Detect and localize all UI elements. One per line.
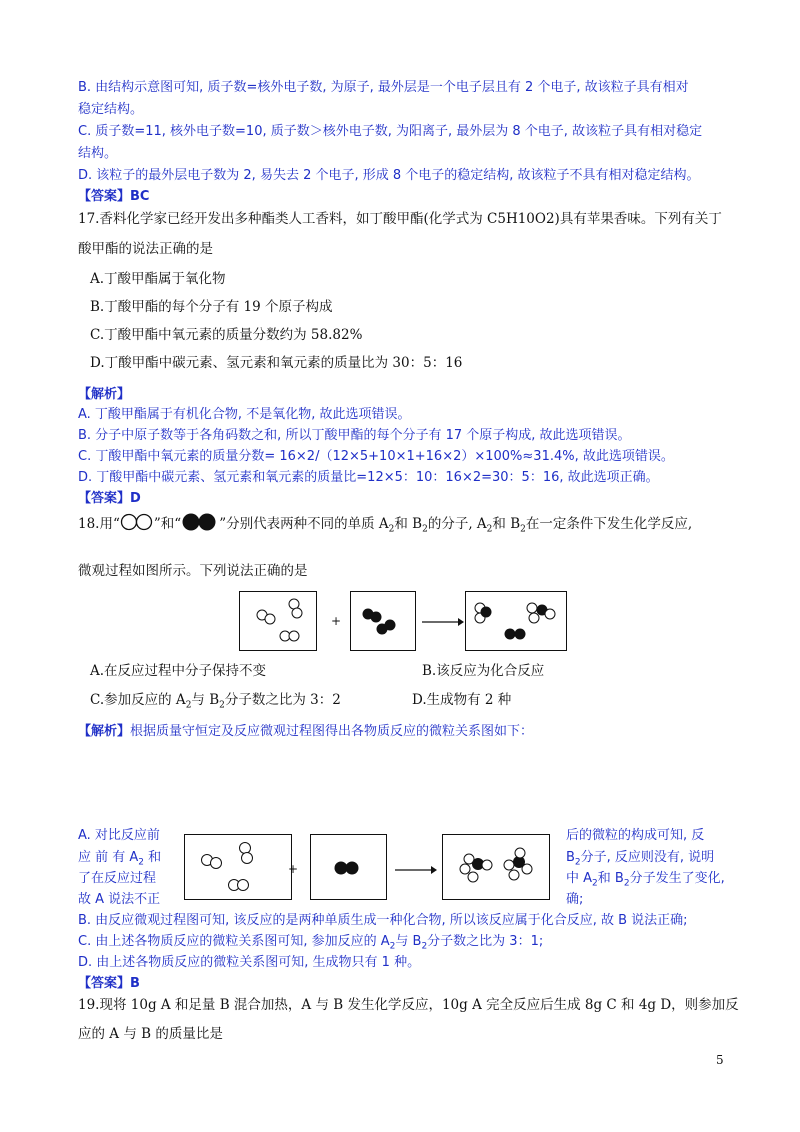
q19-stem-line1: 19.现将 10g A 和足量 B 混合加热，A 与 B 发生化学反应，10g A 完全反应后生成 8g C 和 4g D，则参加反 <box>78 997 739 1013</box>
q18-option-c: C.参加反应的 $A_2$与 $B_2$分子数之比为 3：2 <box>90 692 341 711</box>
explanation-c-line2: 结构。 <box>78 146 118 161</box>
q17-option-a: A.丁酸甲酯属于氧化物 <box>90 271 226 287</box>
q18-stem-line1: 18.用“ ”和“ ”分别代表两种不同的单质 $A_2$和 $B_2$的分子, $A_2$和 $B_2$在一定条件下发生化学反应, <box>78 512 692 539</box>
q18-left-text-3: 了在反应过程 <box>78 871 157 886</box>
q17-option-d: D.丁酸甲酯中碳元素、氢元素和氧元素的质量比为 30：5：16 <box>90 355 463 371</box>
q18-right-text-3: 中 $A_2$和 $B_2$分子发生了变化, <box>566 871 725 889</box>
explanation-d-line1: D. 该粒子的最外层电子数为 2, 易失去 2 个电子, 形成 8 个电子的稳定结构, 故该粒子不具有相对稳定结构。 <box>78 168 700 183</box>
product-box <box>465 591 567 651</box>
black-molecule-icon <box>181 512 219 537</box>
q18-right-text-2: $B_2$分子, 反应则没有, 说明 <box>566 850 715 868</box>
reactant-a2-box <box>239 591 317 651</box>
plus-sign: + <box>331 614 342 628</box>
white-molecule-icon <box>120 513 154 536</box>
q18-stem-line2: 微观过程如图所示。下列说法正确的是 <box>78 563 308 579</box>
q18-option-a: A.在反应过程中分子保持不变 <box>90 663 267 679</box>
q17-explain-d: D. 丁酸甲酯中碳元素、氢元素和氧元素的质量比=12×5：10：16×2=30：5：16, 故此选项正确。 <box>78 470 659 485</box>
q18-right-text-1: 后的微粒的构成可知, 反 <box>566 828 705 843</box>
reactant-b2-box <box>350 591 416 651</box>
q18-explain-c: C. 由上述各物质反应的微粒关系图可知, 参加反应的 $A_2$与 $B_2$分子数之比为 3：1; <box>78 934 544 952</box>
q17-jiexi-label: 【解析】 <box>78 387 131 402</box>
answer-18: 【答案】B <box>78 976 140 991</box>
q17-explain-b: B. 分子中原子数等于各角码数之和, 所以丁酸甲酯的每个分子有 17 个原子构成, 故此选项错误。 <box>78 428 631 443</box>
q18-option-b: B.该反应为化合反应 <box>422 663 545 679</box>
page-number: 5 <box>716 1053 724 1067</box>
q17-stem-line1: 17.香料化学家已经开发出多种酯类人工香料，如丁酸甲酯(化学式为 C5H10O2)具有苹果香味。下列有关丁 <box>78 211 722 227</box>
q19-stem-line2: 应的 A 与 B 的质量比是 <box>78 1026 223 1042</box>
explanation-b-line2: 稳定结构。 <box>78 102 144 117</box>
q18-option-d: D.生成物有 2 种 <box>412 692 512 708</box>
q18-jiexi: 【解析】根据质量守恒定及反应微观过程图得出各物质反应的微粒关系图如下： <box>78 724 534 739</box>
q18-right-text-4: 确; <box>566 892 584 907</box>
q18-explain-d: D. 由上述各物质反应的微粒关系图可知, 生成物只有 1 种。 <box>78 955 421 970</box>
reaction-arrow <box>422 613 464 632</box>
q17-explain-a: A. 丁酸甲酯属于有机化合物, 不是氧化物, 故此选项错误。 <box>78 407 411 422</box>
q17-stem-line2: 酸甲酯的说法正确的是 <box>78 241 213 257</box>
q17-option-b: B.丁酸甲酯的每个分子有 19 个原子构成 <box>90 299 333 315</box>
q18-left-text-2: 应 前 有 $A_2$ 和 <box>78 850 162 868</box>
explanation-c-line1: C. 质子数=11, 核外电子数=10, 质子数＞核外电子数, 为阳离子, 最外层为 8 个电子, 故该粒子具有相对稳定 <box>78 124 703 139</box>
q18-explain-b: B. 由反应微观过程图可知, 该反应的是两种单质生成一种化合物, 所以该反应属于化合反应, 故 B 说法正确; <box>78 913 688 928</box>
q17-option-c: C.丁酸甲酯中氧元素的质量分数约为 58.82% <box>90 327 363 343</box>
q18-left-text-4: 故 A 说法不正 <box>78 892 161 907</box>
explanation-b-line1: B. 由结构示意图可知, 质子数=核外电子数, 为原子, 最外层是一个电子层且有 2 个电子, 故该粒子具有相对 <box>78 80 689 95</box>
relation-reaction-arrow <box>395 861 437 880</box>
relation-plus-sign: + <box>288 862 299 876</box>
relation-product-box <box>442 834 550 900</box>
relation-reactant-a2-box <box>184 834 292 900</box>
answer-17: 【答案】D <box>78 491 141 506</box>
q17-explain-c: C. 丁酸甲酯中氧元素的质量分数= 16×2/（12×5+10×1+16×2）×100%≈31.4%, 故此选项错误。 <box>78 449 674 464</box>
answer-16: 【答案】BC <box>78 189 150 204</box>
relation-reactant-b2-box <box>310 834 387 900</box>
q18-left-text-1: A. 对比反应前 <box>78 828 160 843</box>
